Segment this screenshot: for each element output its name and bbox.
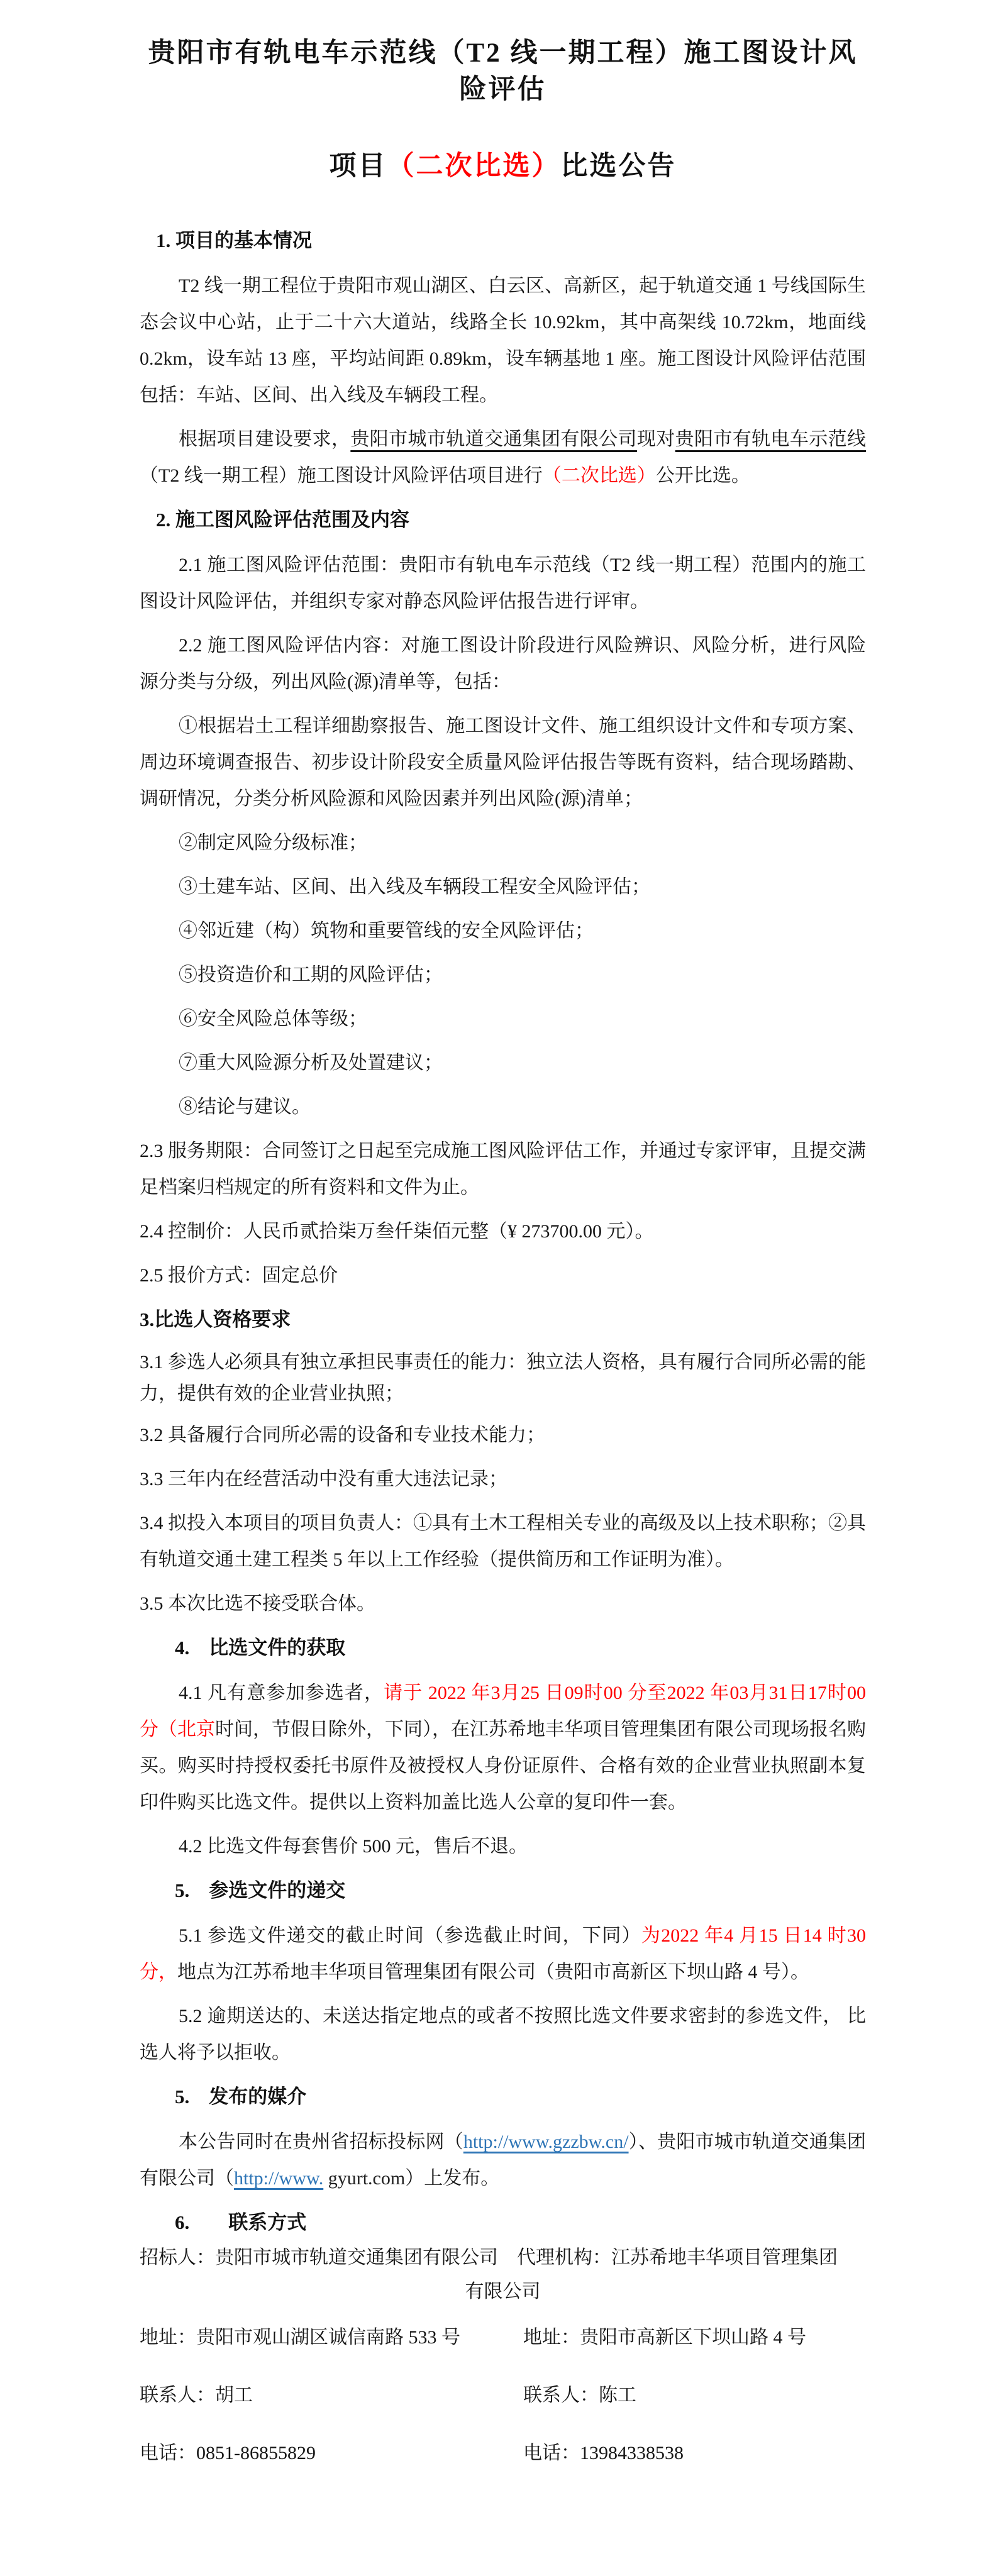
para-bid-invitation [140,421,866,494]
section-1-heading: 1. 项目的基本情况 [156,229,312,252]
media-prefix: 本公告同时在贵州省招标投标网（ [179,2131,463,2152]
purchase-prefix: 4.1 凡有意参加参选者， [179,1683,384,1703]
gzzbw-link[interactable]: http://www.gzzbw.cn/ [463,2131,629,2152]
second-round-red: （二次比选） [542,465,656,486]
tenderer-phone: 电话：0851-86855829 [140,2443,316,2463]
para-5-2-rejection: 5.2 逾期送达的、未送达指定地点的或者不按照比选文件要求密封的参选文件， 比选人将予以拒收。 [140,2006,866,2063]
address-row [140,2325,866,2350]
gyurt-link-domain[interactable]: gyurt.com [323,2168,406,2189]
section-3-heading: 3.比选人资格要求 [140,1308,291,1330]
media-suffix: ）上发布。 [405,2168,500,2189]
gyurt-link-prefix[interactable]: http://www. [234,2168,324,2189]
bid-invitation-mid: 现对 [636,429,675,450]
para-2-1-scope: 2.1 施工图风险评估范围：贵阳市有轨电车示范线（T2 线一期工程）范围内的施工图设计风险评估，并组织专家对静态风险评估报告进行评审。 [140,555,866,612]
bid-invitation-prefix: 根据项目建设要求， [179,429,351,450]
section-5b-heading: 5. 发布的媒介 [175,2086,307,2108]
project-name-underlined: 贵阳市有轨电车示范线 [675,429,867,450]
deadline-suffix: 地点为江苏希地丰华项目管理集团有限公司（贵阳市高新区下坝山路 4 号）。 [177,1962,809,1982]
purchase-suffix: 时间，节假日除外，下同），在江苏希地丰华项目管理集团有限公司现场报名购买。购买时持授权委托书原件及被授权人身份证原件、合格有效的企业营业执照副本复印件购买比选文件。提供以上资料加盖比选人公章的复印件一套。 [140,1719,866,1813]
title-second-round-red: （二次比选） [387,152,561,181]
list-item-2: ②制定风险分级标准； [179,832,367,853]
contact-info-grid [140,2325,866,2466]
para-4-2-document-price: 4.2 比选文件每套售价 500 元，售后不退。 [179,1836,528,1857]
para-project-overview: T2 线一期工程位于贵阳市观山湖区、白云区、高新区，起于轨道交通 1 号线国际生态会议中心站，止于二十六大道站，线路全长 10.92km，其中高架线 10.72km，地面线0.2km，设车站 13 座，平均站间距 0.89km，设车辆基地 1 座。施工图设计风险评估范围包括：车站、区间、出入线及车辆段工程。 [140,275,866,406]
section-2-heading: 2. 施工图风险评估范围及内容 [156,509,409,531]
page-title [140,35,866,185]
tenderer-address: 地址：贵阳市观山湖区诚信南路 533 号 [140,2327,460,2348]
bid-invitation-cont: （T2 线一期工程）施工图设计风险评估项目进行 [140,465,543,486]
para-4-1-document-purchase [140,1675,866,1821]
purchase-period-red: 请于 2022 年3月25 日09时00 分至2022 年03月31日17时00 分（北京 [140,1683,866,1740]
section-6-heading: 6. 联系方式 [175,2211,307,2233]
para-2-3-service-period: 2.3 服务期限：合同签订之日起至完成施工图风险评估工作，并通过专家评审，且提交满足档案归档规定的所有资料和文件为止。 [140,1141,866,1198]
owner-org-underlined: 贵阳市城市轨道交通集团有限公司 [350,429,637,450]
list-item-5: ⑤投资造价和工期的风险评估； [179,965,443,985]
agency-address: 地址：贵阳市高新区下坝山路 4 号 [523,2327,806,2348]
para-2-5-quote-method: 2.5 报价方式：固定总价 [140,1265,338,1286]
tenderer-and-agency-line: 招标人：贵阳市城市轨道交通集团有限公司 代理机构：江苏希地丰华项目管理集团 [140,2247,838,2268]
para-3-1-qualification: 3.1 参选人必须具有独立承担民事责任的能力：独立法人资格，具有履行合同所必需的能力，提供有效的企业营业执照； [140,1352,866,1404]
para-2-2-content: 2.2 施工图风险评估内容：对施工图设计阶段进行风险辨识、风险分析，进行风险源分类与分级，列出风险(源)清单等，包括： [140,635,866,692]
agency-name-continued: 有限公司 [465,2281,541,2302]
list-item-8: ⑧结论与建议。 [179,1097,311,1117]
para-publication-media [140,2124,866,2197]
title-line-2 [140,148,866,185]
list-item-3: ③土建车站、区间、出入线及车辆段工程安全风险评估； [179,876,650,897]
deadline-date-red: 为2022 年4 月15 日14 时30 分， [140,1925,866,1982]
list-item-7: ⑦重大风险源分析及处置建议； [179,1053,443,1073]
para-5-1-submission-deadline [140,1918,866,1991]
para-3-5-no-consortium: 3.5 本次比选不接受联合体。 [140,1593,375,1614]
contact-person-row [140,2383,866,2408]
list-item-1: ①根据岩土工程详细勘察报告、施工图设计文件、施工组织设计文件和专项方案、周边环境调查报告、初步设计阶段安全质量风险评估报告等既有资料，结合现场踏勘、调研情况，分类分析风险源和风险因素并列出风险(源)清单； [140,716,866,809]
media-mid: ）、贵阳市城市轨道交通集团有限公司（ [140,2131,867,2189]
phone-row [140,2441,866,2466]
section-4-heading: 4. 比选文件的获取 [175,1637,346,1659]
tenderer-contact-person: 联系人：胡工 [140,2385,253,2406]
bid-invitation-suffix: 公开比选。 [655,465,750,486]
para-3-2-equipment: 3.2 具备履行合同所必需的设备和专业技术能力； [140,1425,545,1446]
para-2-4-control-price: 2.4 控制价：人民币贰拾柒万叁仟柒佰元整（¥ 273700.00 元）。 [140,1221,654,1242]
para-3-4-project-leader: 3.4 拟投入本项目的项目负责人：①具有土木工程相关专业的高级及以上技术职称；②具有轨道交通土建工程类 5 年以上工作经验（提供简历和工作证明为准）。 [140,1513,866,1570]
title-line-1: 贵阳市有轨电车示范线（T2 线一期工程）施工图设计风险评估 [148,38,858,104]
list-item-4: ④邻近建（构）筑物和重要管线的安全风险评估； [179,920,594,941]
title-line2-suffix: 比选公告 [560,152,677,181]
agency-phone: 电话：13984338538 [523,2443,684,2463]
list-item-6: ⑥安全风险总体等级； [179,1009,367,1029]
parties-block [140,2241,866,2309]
section-5-heading: 5. 参选文件的递交 [175,1879,346,1901]
para-3-3-record: 3.3 三年内在经营活动中没有重大违法记录； [140,1469,507,1490]
deadline-prefix: 5.1 参选文件递交的截止时间（参选截止时间，下同） [179,1925,641,1946]
title-line2-prefix: 项目 [329,152,387,181]
agency-contact-person: 联系人：陈工 [523,2385,636,2406]
